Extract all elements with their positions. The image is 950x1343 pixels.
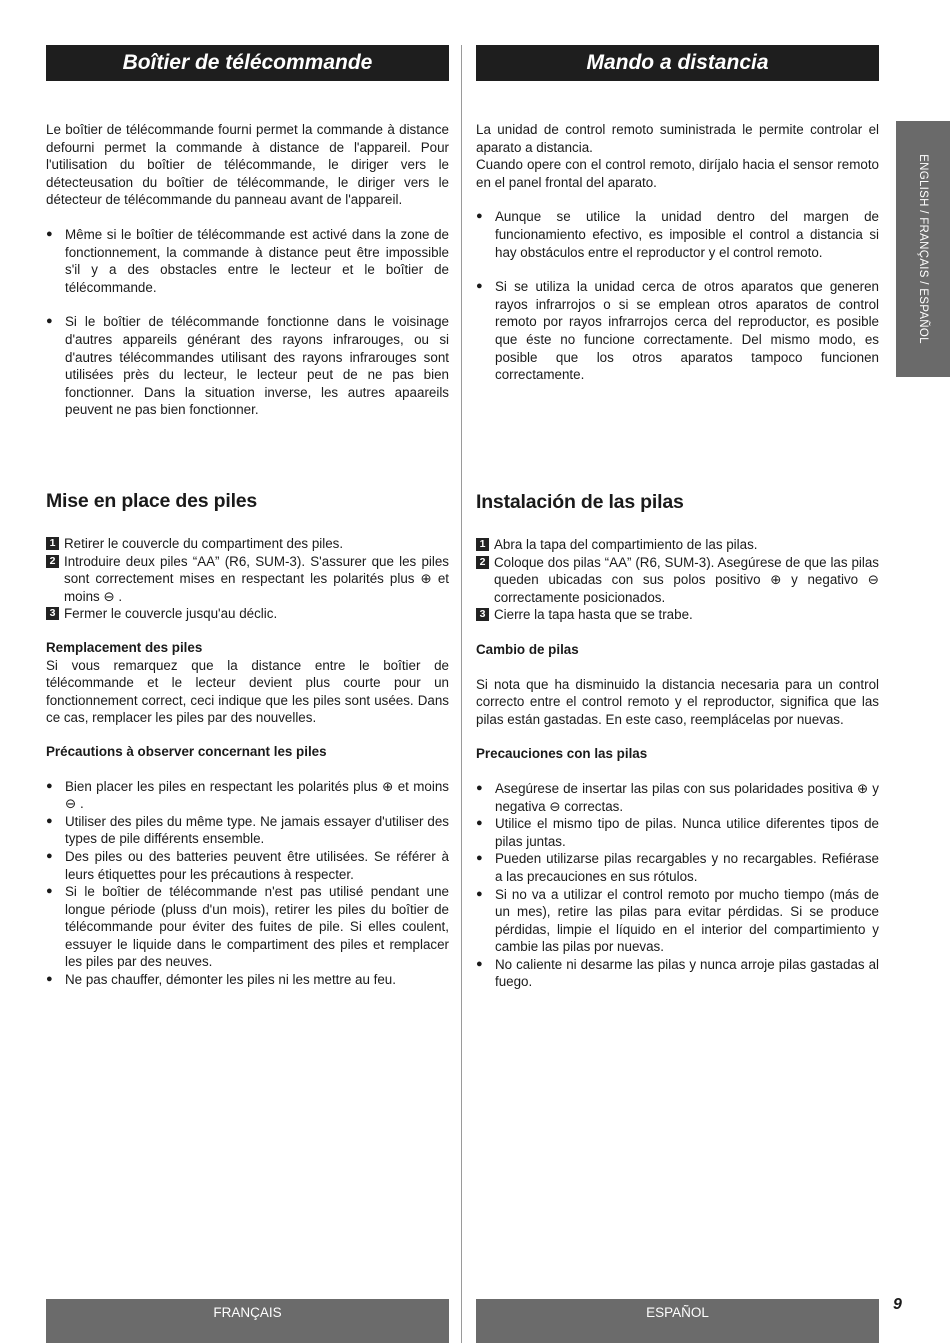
list-item: ● No caliente ni desarme las pilas y nunca arroje pilas gastadas al fuego. <box>476 956 879 990</box>
bullet-icon: ● <box>476 852 483 865</box>
column-divider <box>461 45 462 1343</box>
list-item: ● Si le boîtier de télécommande n'est pas utilisé pendant une longue période (pluss d'un mois), retirer les piles du boîtier de télécommande pour éviter des fuites de pile. Si elles coulent, essuyer le liquide dans le compartiment des piles et remplacer les piles par des neuves. <box>46 884 449 970</box>
bullet-icon: ● <box>46 779 53 792</box>
step-item: 2 Introduire deux piles “AA” (R6, SUM-3). S'assurer que les piles sont correctement mises en respectant les polarités plus ⊕ et moins ⊖ . <box>46 553 449 606</box>
bullet-icon: ● <box>46 814 53 827</box>
fr-title: Boîtier de télécommande <box>46 45 449 81</box>
list-item: ● Même si le boîtier de télécommande est activé dans la zone de fonctionnement, la commande à distance peut être impossible s'il y a des obstacles entre le lecteur et le boîtier de télécommande. <box>46 226 449 295</box>
es-section-title: Instalación de las pilas <box>476 491 684 513</box>
bullet-icon: ● <box>476 957 483 970</box>
list-item: ● Aunque se utilice la unidad dentro del margen de funcionamiento efectivo, es imposible el control a distancia si hay obstáculos entre el reproductor y el control remoto. <box>476 209 879 260</box>
bullet-icon: ● <box>476 781 483 794</box>
es-replace-text: Si nota que ha disminuido la distancia necesaria para un control correcto entre el control remoto y el reproductor, significa que las pilas están gastadas. En este caso, reemplácelas por nuevas. <box>476 676 879 727</box>
bullet-icon: ● <box>476 887 483 900</box>
bullet-icon: ● <box>46 885 53 898</box>
list-item: ● Pueden utilizarse pilas recargables y no recargables. Refiérase a las precauciones en sus rótulos. <box>476 851 879 884</box>
fr-bullets <box>46 226 449 419</box>
step-item: 2 Coloque dos pilas “AA” (R6, SUM-3). Asegúrese de que las pilas queden ubicadas con sus polos positivo ⊕ y negativo ⊖ correctamente posicionados. <box>476 554 879 607</box>
list-item: ● Asegúrese de insertar las pilas con sus polaridades positiva ⊕ y negativa ⊖ correctas. <box>476 780 879 814</box>
list-item: ● Si no va a utilizar el control remoto por mucho tiempo (más de un mes), retire las pilas para evitar pérdidas. Si se produce pérdidas, limpie el líquido en el interior del compartimiento y cambie las pilas por nuevas. <box>476 886 879 955</box>
footer-es: ESPAÑOL <box>476 1299 879 1343</box>
fr-precautions-list <box>46 778 449 989</box>
step-item: 3 Fermer le couvercle jusqu'au déclic. <box>46 605 449 623</box>
list-item: ● Utiliser des piles du même type. Ne jamais essayer d'utiliser des types de pile différents ensemble. <box>46 813 449 847</box>
es-precautions-title: Precauciones con las pilas <box>476 746 648 762</box>
bullet-icon: ● <box>46 849 53 862</box>
bullet-icon: ● <box>476 817 483 830</box>
french-column <box>46 45 449 988</box>
fr-section-title: Mise en place des piles <box>46 490 258 512</box>
fr-precautions-title: Précautions à observer concernant les piles <box>46 743 327 759</box>
side-tab-label: ENGLISH / FRANÇAIS / ESPAÑOL <box>917 154 929 344</box>
footer-fr: FRANÇAIS <box>46 1299 449 1343</box>
fr-battery-section <box>46 490 449 989</box>
es-intro-2: Cuando opere con el control remoto, diríjalo hacia el sensor remoto en el panel frontal del aparato. <box>476 157 879 190</box>
fr-intro: Le boîtier de télécommande fourni permet la commande à distance defourni permet la commande à distance de l'appareil. Pour l'utilisation du boîtier de télécommande, le diriger vers le détecteusation du boîtier de télécommande, le diriger vers le détecteur de télécommande du panneau avant de l'appareil. <box>46 122 449 208</box>
es-bullets <box>476 208 879 383</box>
list-item: ● Si le boîtier de télécommande fonctionne dans le voisinage d'autres appareils générant des rayons infrarouges, ou si d'autres télécommandes utilisant des rayons infrarouges sont utilisées près du lecteur, le lecteur peut de ne pas bien fonctionner. Dans la situation inverse, les autres apaareils peuvent ne pas bien fonctionner. <box>46 314 449 418</box>
fr-replace-text: Si vous remarquez que la distance entre le boîtier de télécommande et le lecteur devient plus courte pour un fonctionnement correct, ceci indique que les piles sont usées. Dans ce cas, remplacer les piles par des nouvelles. <box>46 657 449 726</box>
list-item: ● Si se utiliza la unidad cerca de otros aparatos que generen rayos infrarrojos o si se emplean otros aparatos de control remoto por rayos infrarrojos cerca del reproductor, es posible que éste no funcione correctamente. Del mismo modo, es posible que los otros aparatos tampoco funcionen correctamente. <box>476 279 879 383</box>
bullet-icon: ● <box>476 280 483 293</box>
spanish-column <box>476 45 879 990</box>
es-precautions-list <box>476 780 879 991</box>
list-item: ● Ne pas chauffer, démonter les piles ni les mettre au feu. <box>46 972 396 988</box>
es-intro-1: La unidad de control remoto suministrada le permite controlar el aparato a distancia. <box>476 122 879 155</box>
list-item: ● Bien placer les piles en respectant les polarités plus ⊕ et moins ⊖ . <box>46 778 449 812</box>
step-item: 1 Retirer le couvercle du compartiment des piles. <box>46 535 449 553</box>
language-side-tab <box>896 121 950 377</box>
es-battery-section <box>476 491 879 991</box>
page-number: 9 <box>893 1296 902 1313</box>
bullet-icon: ● <box>46 973 53 986</box>
fr-replace-title: Remplacement des piles <box>46 639 203 655</box>
list-item: ● Des piles ou des batteries peuvent être utilisées. Se référer à leurs étiquettes pour les précautions à respecter. <box>46 848 449 882</box>
step-item: 1 Abra la tapa del compartimiento de las pilas. <box>476 536 879 554</box>
es-replace-title: Cambio de pilas <box>476 641 579 657</box>
step-item: 3 Cierre la tapa hasta que se trabe. <box>476 606 879 624</box>
bullet-icon: ● <box>476 210 483 223</box>
bullet-icon: ● <box>46 315 53 328</box>
list-item: ● Utilice el mismo tipo de pilas. Nunca utilice diferentes tipos de pilas juntas. <box>476 816 879 849</box>
bullet-icon: ● <box>46 227 53 240</box>
es-title: Mando a distancia <box>476 45 879 81</box>
